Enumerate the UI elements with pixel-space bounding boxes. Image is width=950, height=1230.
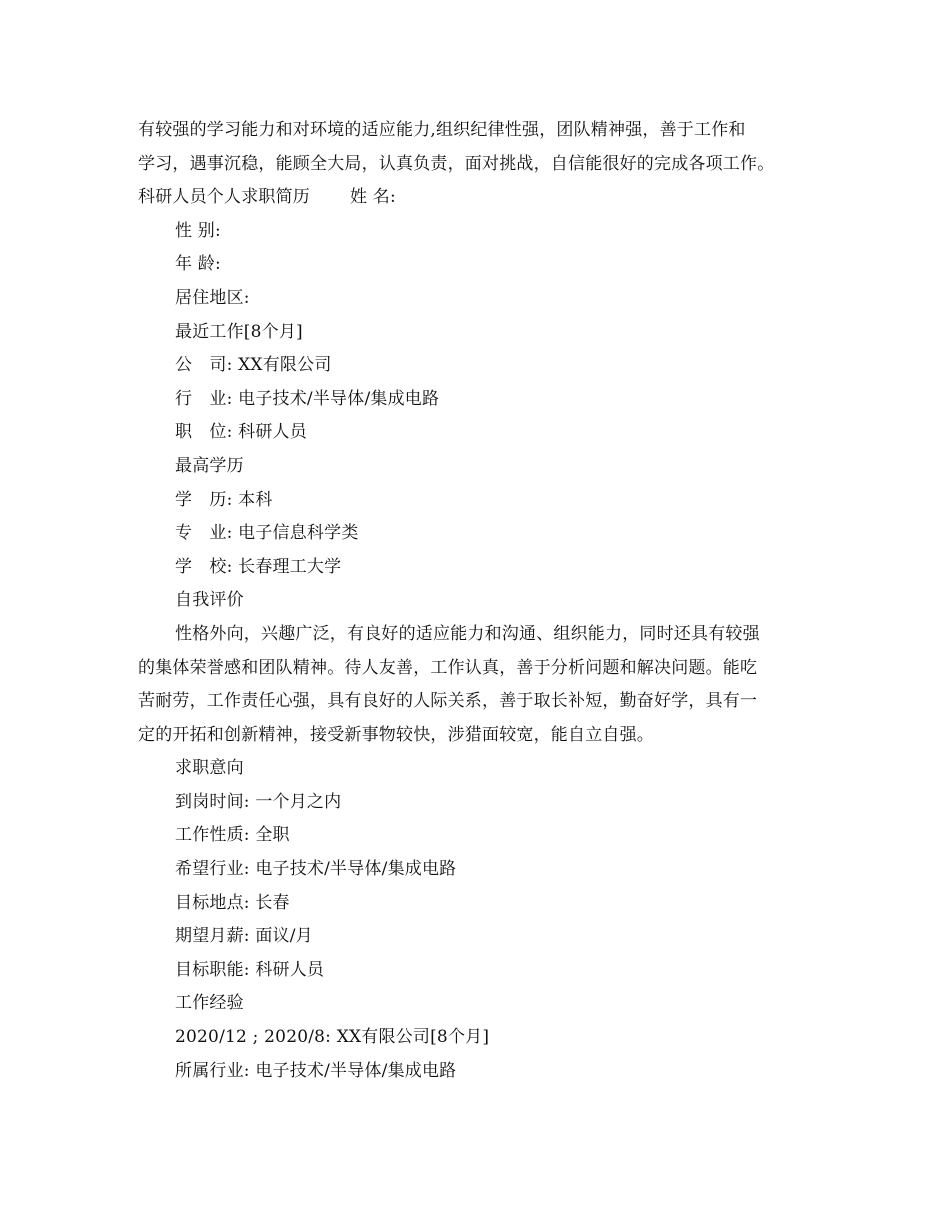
education-heading: 最高学历 bbox=[175, 455, 244, 476]
major-field: 专 业: 电子信息科学类 bbox=[175, 523, 359, 544]
intro-line-1: 有较强的学习能力和对环境的适应能力,组织纪律性强，团队精神强，善于工作和 bbox=[138, 120, 746, 140]
experience-industry: 所属行业: 电子技术/半导体/集成电路 bbox=[175, 1060, 457, 1081]
self-eval-heading: 自我评价 bbox=[175, 590, 244, 611]
degree-field: 学 历: 本科 bbox=[175, 489, 273, 510]
experience-period: 2020/12 ; 2020/8: XX有限公司[8个月] bbox=[175, 1027, 490, 1048]
company-field: 公 司: XX有限公司 bbox=[175, 355, 332, 376]
target-location-field: 目标地点: 长春 bbox=[175, 892, 290, 913]
position-field: 职 位: 科研人员 bbox=[175, 422, 307, 443]
gender-field: 性 别: bbox=[175, 220, 221, 241]
document-body bbox=[138, 114, 828, 1088]
intent-heading: 求职意向 bbox=[175, 758, 244, 779]
age-field: 年 龄: bbox=[175, 254, 221, 275]
desired-industry-field: 希望行业: 电子技术/半导体/集成电路 bbox=[175, 859, 457, 880]
expected-salary-field: 期望月薪: 面议/月 bbox=[175, 926, 313, 947]
experience-heading: 工作经验 bbox=[175, 993, 244, 1014]
residence-field: 居住地区: bbox=[175, 287, 250, 308]
target-function-field: 目标职能: 科研人员 bbox=[175, 959, 325, 980]
self-eval-line-1: 性格外向，兴趣广泛，有良好的适应能力和沟通、组织能力，同时还具有较强 bbox=[175, 623, 760, 644]
resume-title: 科研人员个人求职简历 bbox=[138, 187, 310, 208]
self-eval-line-2: 的集体荣誉感和团队精神。待人友善，工作认真，善于分析问题和解决问题。能吃 bbox=[138, 657, 758, 678]
name-label: 姓 名: bbox=[350, 187, 396, 208]
industry-field: 行 业: 电子技术/半导体/集成电路 bbox=[175, 388, 440, 409]
recent-work-heading: 最近工作[8个月] bbox=[175, 321, 303, 342]
nature-field: 工作性质: 全职 bbox=[175, 825, 290, 846]
arrival-field: 到岗时间: 一个月之内 bbox=[175, 791, 342, 812]
resume-title-line bbox=[138, 181, 828, 215]
self-eval-line-4: 定的开拓和创新精神，接受新事物较快，涉猎面较宽，能自立自强。 bbox=[138, 724, 654, 745]
school-field: 学 校: 长春理工大学 bbox=[175, 556, 342, 577]
intro-line-2: 学习，遇事沉稳，能顾全大局，认真负责，面对挑战，自信能很好的完成各项工作。 bbox=[138, 153, 775, 174]
self-eval-line-3: 苦耐劳，工作责任心强，具有良好的人际关系，善于取长补短，勤奋好学，具有一 bbox=[138, 691, 758, 712]
